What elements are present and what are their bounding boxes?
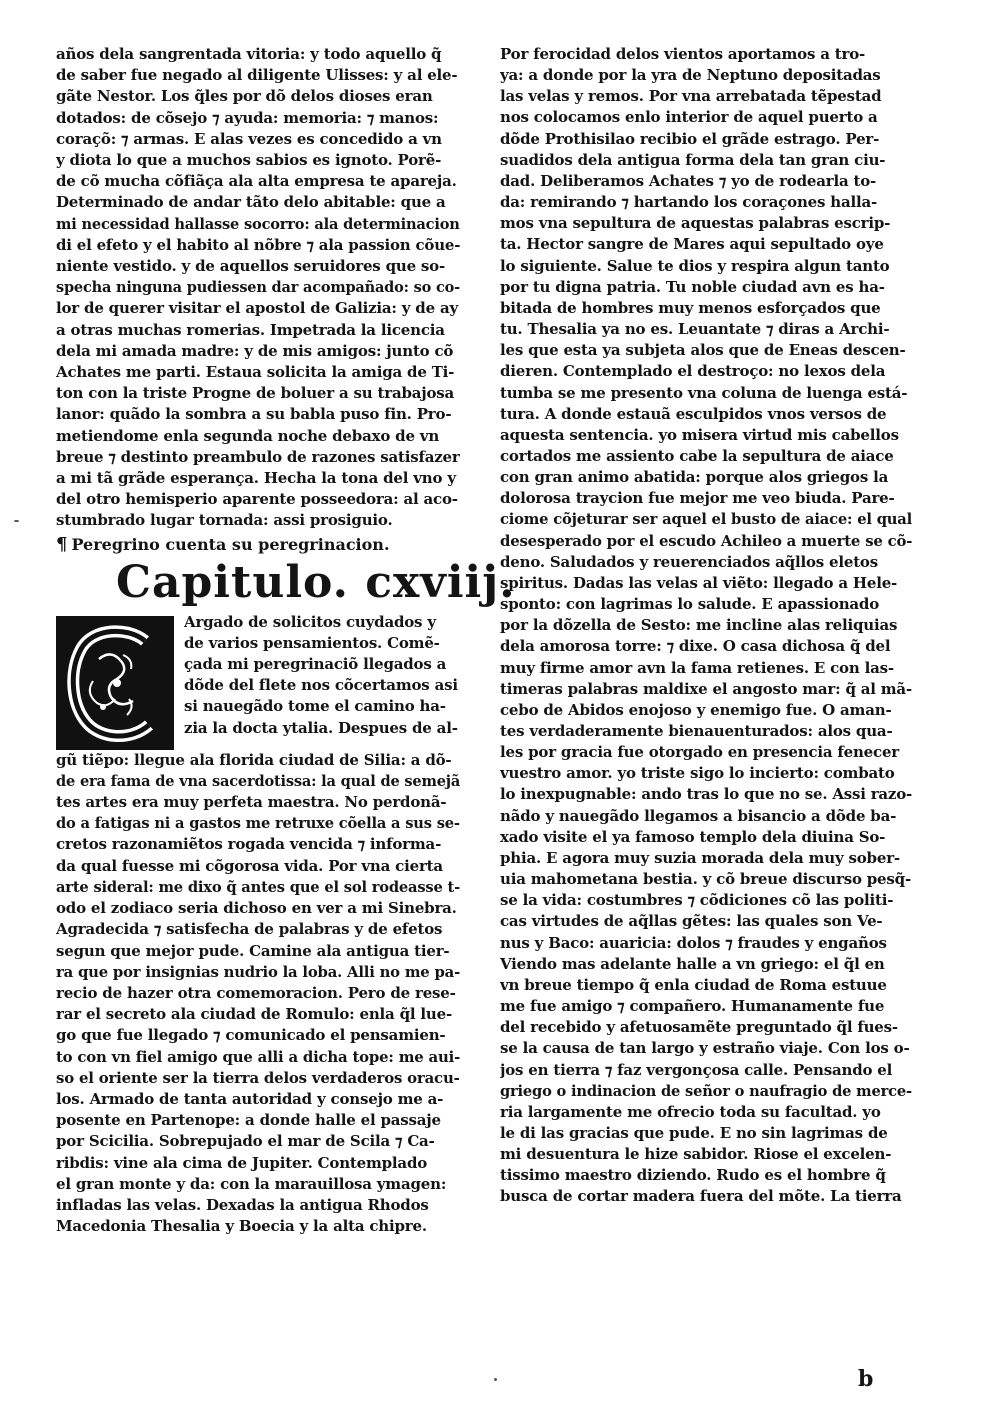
text-line: deno. Saludados y reuerenciados aq̃llos eletos: [500, 552, 878, 571]
text-line: Por ferocidad delos vientos aportamos a tro-: [500, 45, 866, 63]
text-line: Achates me parti. Estaua solicita la amiga de Ti-: [56, 363, 455, 382]
text-line: cortados me assiento cabe la sepultura de aiace: [500, 446, 894, 465]
text-line: y diota lo que a muchos sabios es ignoto. Porẽ-: [56, 151, 442, 170]
chapter-rubric: [56, 534, 460, 556]
text-line: dad. Deliberamos Achates ⁊ yo de rodearla to-: [500, 171, 877, 190]
text-line: de saber fue negado al diligente Ulisses: y al ele-: [56, 66, 458, 85]
text-line: Determinado de andar tãto delo abitable: que a: [56, 193, 446, 212]
text-line: lor de querer visitar el apostol de Galizia: y de ay: [56, 299, 458, 318]
text-line: go que fue llegado ⁊ comunicado el pensamien-: [56, 1026, 446, 1045]
text-line: me fue amigo ⁊ compañero. Humanamente fue: [500, 997, 885, 1016]
text-line: ya: a donde por la yra de Neptuno depositadas: [500, 66, 881, 85]
text-line: vuestro amor. yo triste sigo lo incierto: combato: [500, 764, 895, 783]
text-line: recio de hazer otra comemoracion. Pero de rese-: [56, 983, 456, 1002]
text-line: de era fama de vna sacerdotissa: la qual de semejã: [56, 771, 461, 790]
text-line: les por gracia fue otorgado en presencia fenecer: [500, 743, 899, 762]
text-line: zia la docta ytalia. Despues de al-: [184, 718, 458, 737]
left-text-block: [56, 44, 460, 532]
text-line: si nauegãdo tome el camino ha-: [184, 697, 446, 716]
text-line: a otras muchas romerias. Impetrada la licencia: [56, 320, 445, 339]
text-line: gãte Nestor. Los q̃les por dõ delos dioses eran: [56, 87, 433, 106]
text-line: lo siguiente. Salue te dios y respira algun tanto: [500, 256, 890, 275]
text-line: aquesta sentencia. yo misera virtud mis cabellos: [500, 425, 899, 444]
text-line: de varios pensamientos. Comẽ-: [184, 633, 440, 652]
signature-mark: b: [858, 1366, 874, 1392]
text-line: xado visite el ya famoso templo dela diuina So-: [500, 827, 886, 846]
text-line: arte sideral: me dixo q̃ antes que el sol rodeasse t-: [56, 877, 461, 896]
text-line: les que esta ya subjeta alos que de Eneas descen-: [500, 341, 906, 360]
pilcrow-mark: ¶: [56, 533, 68, 555]
text-line: mos vna sepultura de aquestas palabras escrip-: [500, 214, 891, 233]
text-line: cas virtudes de aq̃llas gẽtes: las quales son Ve-: [500, 912, 883, 931]
text-line: busca de cortar madera fuera del mõte. La tierra: [500, 1187, 902, 1206]
left-text-block-continued: [56, 750, 460, 1238]
text-line: rar el secreto ala ciudad de Romulo: enla q̃l lue-: [56, 1005, 452, 1024]
text-line: dõde Prothisilao recibio el grãde estrago. Per-: [500, 129, 880, 148]
text-line: nus y Baco: auaricia: dolos ⁊ fraudes y engaños: [500, 933, 887, 952]
text-line: Argado de solicitos cuydados y: [184, 612, 436, 631]
text-line: breue ⁊ destinto preambulo de razones satisfazer: [56, 447, 460, 466]
right-text-block: [500, 44, 912, 1208]
text-line: los. Armado de tanta autoridad y consejo me a-: [56, 1089, 444, 1108]
text-line: stumbrado lugar tornada: assi prosiguio.: [56, 511, 393, 530]
text-line: cebo de Abidos enojoso y enemigo fue. O aman-: [500, 700, 892, 719]
text-line: to con vn fiel amigo que alli a dicha tope: me aui-: [56, 1047, 461, 1066]
text-line: con gran animo abatida: porque alos griegos la: [500, 468, 889, 487]
text-line: nãdo y nauegãdo llegamos a bisancio a dõde ba-: [500, 806, 897, 825]
text-line: dela mi amada madre: y de mis amigos: junto cõ: [56, 341, 454, 360]
text-line: lo inexpugnable: ando tras lo que no se. Assi razo-: [500, 785, 913, 804]
text-line: dotados: de cõsejo ⁊ ayuda: memoria: ⁊ manos:: [56, 108, 439, 127]
text-line: mi desuentura le hize sabidor. Riose el excelen-: [500, 1145, 892, 1164]
text-line: del recebido y afetuosamẽte preguntado q̃l fues-: [500, 1018, 898, 1037]
text-line: dolorosa traycion fue mejor me veo biuda. Pare-: [500, 489, 895, 508]
text-line: specha ninguna pudiessen dar acompañado: so co-: [56, 278, 460, 297]
text-line: tumba se me presento vna coluna de luenga está-: [500, 383, 908, 402]
text-line: griego o indinacion de señor o naufragio de merce-: [500, 1081, 912, 1100]
initial-block: [56, 612, 460, 750]
text-line: nos colocamos enlo interior de aquel puerto a: [500, 108, 878, 127]
text-line: de cõ mucha cõfiãça ala alta empresa te apareja.: [56, 172, 457, 191]
text-line: Agradecida ⁊ satisfecha de palabras y de efetos: [56, 920, 443, 939]
text-line: do a fatigas ni a gastos me retruxe cõella a sus se-: [56, 814, 460, 833]
text-line: se la causa de tan largo y estraño viaje. Con los o-: [500, 1039, 910, 1058]
text-line: tura. A donde estauã esculpidos vnos versos de: [500, 404, 887, 423]
text-line: so el oriente ser la tierra delos verdaderos oracu-: [56, 1068, 460, 1087]
text-line: Macedonia Thesalia y Boecia y la alta chipre.: [56, 1217, 427, 1236]
text-line: tissimo maestro diziendo. Rudo es el hombre q̃: [500, 1166, 886, 1185]
text-line: bitada de hombres muy menos esforçados que: [500, 298, 881, 317]
text-line: años dela sangrentada vitoria: y todo aquello q̃: [56, 45, 442, 63]
text-line: dieren. Contemplado el destroço: no lexos dela: [500, 362, 886, 381]
ornament-icon: [59, 619, 171, 747]
text-line: gũ tiẽpo: llegue ala florida ciudad de Silia: a dõ-: [56, 750, 452, 769]
text-line: da: remirando ⁊ hartando los coraçones halla-: [500, 193, 878, 212]
text-line: se la vida: costumbres ⁊ cõdiciones cõ las politi-: [500, 891, 894, 910]
text-line: ra que por insignias nudrio la loba. Alli no me pa-: [56, 962, 461, 981]
text-line: niente vestido. y de aquellos seruidores que so-: [56, 257, 446, 276]
initial-side-lines: [184, 612, 460, 750]
text-line: dela amorosa torre: ⁊ dixe. O casa dichosa q̃ del: [500, 637, 891, 656]
chapter-heading: Capitulo. cxviij.: [116, 556, 516, 608]
text-line: suadidos dela antigua forma dela tan gran ciu-: [500, 150, 886, 169]
rubric-text: Peregrino cuenta su peregrinacion.: [71, 534, 390, 554]
text-line: posente en Partenope: a donde halle el passaje: [56, 1111, 441, 1130]
text-line: segun que mejor pude. Camine ala antigua tier-: [56, 941, 450, 960]
text-line: muy firme amor avn la fama retienes. E con las-: [500, 658, 894, 677]
text-line: timeras palabras maldixe el angosto mar: q̃ al mã-: [500, 679, 912, 698]
text-line: ria largamente me ofrecio toda su facultad. yo: [500, 1102, 881, 1121]
text-line: ta. Hector sangre de Mares aqui sepultado oye: [500, 235, 884, 254]
text-line: por la dõzella de Sesto: me incline alas reliquias: [500, 616, 898, 635]
text-line: el gran monte y da: con la marauillosa ymagen:: [56, 1174, 447, 1193]
text-line: ribdis: vine ala cima de Jupiter. Contemplado: [56, 1153, 428, 1172]
text-line: las velas y remos. Por vna arrebatada tẽpestad: [500, 87, 882, 106]
text-line: dõde del flete nos cõcertamos asi: [184, 676, 458, 695]
text-line: jos en tierra ⁊ faz vergonçosa calle. Pensando el: [500, 1060, 893, 1079]
text-line: ton con la triste Progne de boluer a su trabajosa: [56, 384, 455, 403]
text-line: Viendo mas adelante halle a vn griego: el q̃l en: [500, 954, 885, 973]
right-column: [500, 44, 912, 1208]
text-line: odo el zodiaco seria dichoso en ver a mi Sinebra.: [56, 899, 457, 918]
left-column: [56, 44, 516, 1237]
text-line: çada mi peregrinaciõ llegados a: [184, 655, 447, 674]
text-line: vn breue tiempo q̃ enla ciudad de Roma estuue: [500, 975, 887, 994]
text-line: le di las gracias que pude. E no sin lagrimas de: [500, 1123, 888, 1142]
text-line: tes verdaderamente bienauenturados: alos qua-: [500, 722, 893, 740]
text-line: cretos razonamiẽtos rogada vencida ⁊ informa-: [56, 835, 442, 854]
text-line: coraçõ: ⁊ armas. E alas vezes es concedido a vn: [56, 129, 442, 148]
paper-speck: [14, 520, 19, 522]
text-line: di el efeto y el habito al nõbre ⁊ ala passion cõue-: [56, 235, 461, 254]
text-line: da qual fuesse mi cõgorosa vida. Por vna cierta: [56, 856, 443, 875]
text-line: phia. E agora muy suzia morada dela muy sober-: [500, 848, 900, 867]
text-line: spiritus. Dadas las velas al viẽto: llegado a Hele-: [500, 573, 898, 592]
text-line: sponto: con lagrimas lo salude. E apassionado: [500, 595, 880, 614]
text-line: por Scicilia. Sobrepujado el mar de Scila ⁊ Ca-: [56, 1132, 435, 1151]
decorated-initial-c: [56, 616, 174, 750]
paper-speck: [494, 1378, 497, 1381]
text-line: uia mahometana bestia. y cõ breue discurso pesq̃-: [500, 870, 911, 889]
text-line: por tu digna patria. Tu noble ciudad avn es ha-: [500, 277, 885, 296]
text-line: tes artes era muy perfeta maestra. No perdonã-: [56, 793, 447, 812]
text-line: infladas las velas. Dexadas la antigua Rhodos: [56, 1195, 429, 1214]
text-line: lanor: quãdo la sombra a su babla puso fin. Pro-: [56, 405, 452, 424]
text-line: desesperado por el escudo Achileo a muerte se cõ-: [500, 531, 913, 550]
text-line: a mi tã grãde esperança. Hecha la tona del vno y: [56, 469, 456, 488]
text-line: del otro hemisperio aparente posseedora: al aco-: [56, 490, 458, 509]
text-line: mi necessidad hallasse socorro: ala determinacion: [56, 214, 460, 233]
text-line: tu. Thesalia ya no es. Leuantate ⁊ diras a Archi-: [500, 320, 890, 339]
text-line: ciome cõjeturar ser aquel el busto de aiace: el qual: [500, 510, 913, 529]
text-line: metiendome enla segunda noche debaxo de vn: [56, 426, 440, 445]
